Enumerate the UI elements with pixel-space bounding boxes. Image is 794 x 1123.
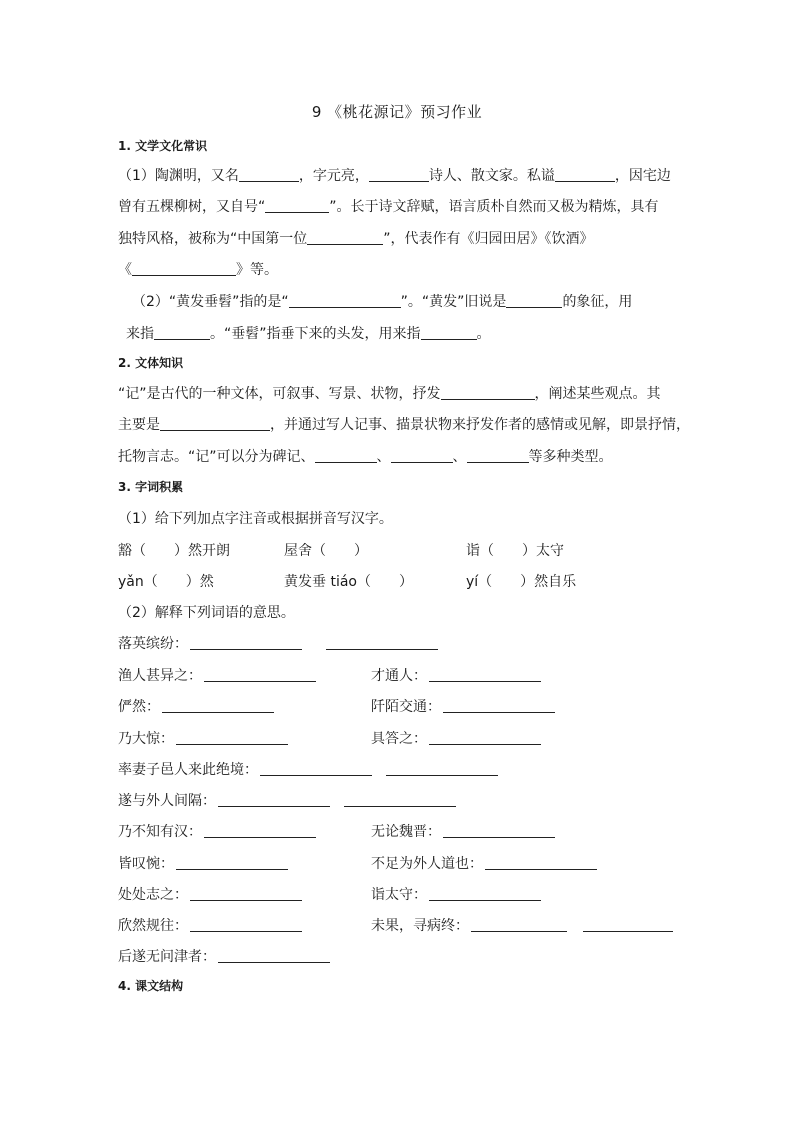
vocab-term: 处处志之： [118,887,188,903]
text: 》等。 [236,262,278,278]
answer-blank[interactable] [218,948,330,963]
vocab-item [118,946,330,966]
vocab-item [118,853,288,873]
vocab-term: 无论魏晋： [371,824,441,840]
vocab-item [118,821,316,841]
s1-line-4 [118,259,278,279]
pinyin-item: 豁（ ）然开朗 [118,543,230,559]
answer-blank[interactable] [260,761,372,776]
vocab-term: 未果，寻病终： [371,918,469,934]
answer-blank[interactable] [190,917,302,932]
vocab-term: 不足为外人道也： [371,856,483,872]
answer-blank[interactable] [485,855,597,870]
vocab-term: 乃不知有汉： [118,824,202,840]
answer-blank[interactable] [218,792,330,807]
text: “记”是古代的一种文体，可叙事、写景、状物，抒发 [118,386,441,402]
text: 托物言志。“记”可以分为碑记、 [118,449,315,465]
text: ”。长于诗文辞赋，语言质朴自然而又极为精炼，具有 [329,199,659,215]
vocab-term: 诣太守： [371,887,427,903]
s1-line-3 [118,228,594,248]
section-heading-3: 3. 字词积累 [118,480,184,494]
blank-huangfa-meaning[interactable] [289,293,401,308]
text: ”，代表作有《归园田居》《饮酒》 [383,231,594,247]
vocab-item [118,759,498,779]
answer-blank[interactable] [190,635,302,650]
blank-work-title[interactable] [132,261,236,276]
vocab-term: 俨然： [118,699,160,715]
answer-blank[interactable] [176,730,288,745]
vocab-item [118,696,274,716]
vocab-term: 后遂无问津者： [118,949,216,965]
pinyin-item: yí（ ）然自乐 [466,574,577,590]
text: 独特风格，被称为“中国第一位 [118,231,308,247]
text: ，因宅边 [614,168,671,184]
blank-alias[interactable] [239,167,299,182]
answer-blank[interactable] [204,667,316,682]
answer-blank[interactable] [471,917,567,932]
vocab-item [371,853,597,873]
text: 、 [376,449,391,465]
blank-type-3[interactable] [467,448,529,463]
vocab-item [118,884,302,904]
answer-blank[interactable] [443,823,555,838]
vocab-item [118,728,288,748]
vocab-term: 具答之： [371,731,427,747]
text: （2）“黄发垂髫”指的是“ [132,294,289,310]
blank-elderly[interactable] [154,325,210,340]
answer-blank[interactable] [386,761,498,776]
vocab-term: 乃大惊： [118,731,174,747]
blank-first-poet[interactable] [307,230,383,245]
answer-blank[interactable] [429,730,541,745]
section-heading-2: 2. 文体知识 [118,356,184,370]
blank-express[interactable] [441,385,535,400]
text: 来指 [126,326,154,342]
pinyin-item: 诣（ ）太守 [466,543,564,559]
answer-blank[interactable] [190,886,302,901]
vocab-term: 阡陌交通： [371,699,441,715]
pinyin-item: yǎn（ ）然 [118,574,214,590]
pinyin-item: 黄发垂 tiáo（ ） [284,574,413,590]
blank-main-feature[interactable] [160,416,270,431]
vocab-term: 率妻子邑人来此绝境： [118,762,258,778]
text: 主要是 [118,417,160,433]
text: （1）陶渊明，又名 [118,168,239,184]
blank-type-1[interactable] [315,448,377,463]
vocab-item [371,728,541,748]
s3-q1: （1）给下列加点字注音或根据拼音写汉字。 [118,511,393,527]
text: ，阐述某些观点。其 [534,386,661,402]
text: 的象征，用 [562,294,633,310]
section-heading-4: 4. 课文结构 [118,979,184,993]
vocab-item [371,884,541,904]
vocab-item [118,665,316,685]
s2-line-1 [118,383,661,403]
vocab-item [371,821,555,841]
answer-blank[interactable] [429,886,541,901]
text: ，并通过写人记事、描景状物来抒发作者的感情或见解，即景抒情， [270,417,690,433]
text: 诗人、散文家。私谥 [428,168,555,184]
s1-line-6 [126,323,491,343]
answer-blank[interactable] [429,667,541,682]
s1-line-2 [118,196,659,216]
s2-line-2 [118,414,690,434]
blank-self-title[interactable] [265,198,329,213]
vocab-item [371,696,555,716]
vocab-term: 遂与外人间隔： [118,793,216,809]
vocab-item [118,915,302,935]
s1-line-1 [118,165,671,185]
blank-dynasty[interactable] [369,167,429,182]
text: 《 [118,262,132,278]
vocab-term: 欣然规往： [118,918,188,934]
text: 。“垂髫”指垂下来的头发，用来指 [210,326,421,342]
answer-blank[interactable] [443,698,555,713]
vocab-term: 落英缤纷： [118,636,188,652]
answer-blank[interactable] [204,823,316,838]
blank-children[interactable] [421,325,477,340]
answer-blank[interactable] [344,792,456,807]
blank-huangfa-symbol[interactable] [506,293,562,308]
text: 曾有五棵柳树，又自号“ [118,199,266,215]
answer-blank[interactable] [326,635,438,650]
answer-blank[interactable] [176,855,288,870]
vocab-item [371,915,673,935]
text: 。 [476,326,491,342]
text: 、 [452,449,467,465]
text: ”。“黄发”旧说是 [400,294,507,310]
s3-q2: （2）解释下列词语的意思。 [118,605,295,621]
vocab-term: 渔人甚异之： [118,668,202,684]
blank-posthumous-name[interactable] [555,167,615,182]
vocab-item [118,633,438,653]
section-heading-1: 1. 文学文化常识 [118,139,208,153]
answer-blank[interactable] [162,698,274,713]
vocab-item [118,790,456,810]
text: 等多种类型。 [528,449,613,465]
s1-line-5 [132,291,632,311]
page-title: 9 《桃花源记》预习作业 [311,103,483,121]
vocab-item [371,665,541,685]
pinyin-item: 屋舍（ ） [284,543,368,559]
s2-line-3 [118,446,613,466]
vocab-term: 皆叹惋： [118,856,174,872]
blank-type-2[interactable] [391,448,453,463]
answer-blank[interactable] [583,917,673,932]
text: ，字元亮， [298,168,369,184]
vocab-term: 才通人： [371,668,427,684]
